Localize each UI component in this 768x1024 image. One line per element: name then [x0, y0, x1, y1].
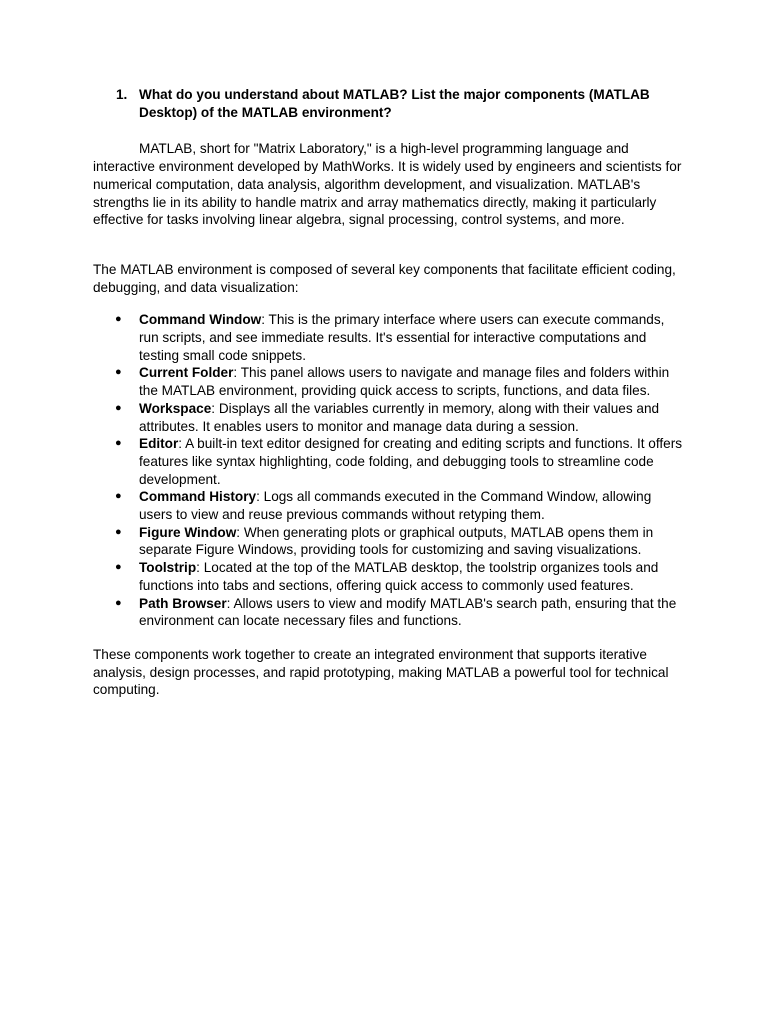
- list-item: [115, 311, 683, 364]
- component-name: Command Window: [139, 312, 262, 328]
- component-name: Toolstrip: [139, 560, 197, 576]
- component-description: : Located at the top of the MATLAB desktop, the toolstrip organizes tools and functions into tabs and sections, offering quick access to commonly used features.: [139, 560, 659, 593]
- bullet-icon: ●: [115, 561, 122, 574]
- component-description: : Displays all the variables currently in memory, along with their values and attributes. It enables users to monitor and manage data during a session.: [139, 400, 660, 434]
- bullet-icon: ●: [115, 313, 122, 326]
- component-name: Path Browser: [139, 595, 227, 611]
- component-name: Figure Window: [139, 524, 237, 540]
- bullet-icon: ●: [115, 490, 122, 503]
- components-list: [93, 311, 683, 630]
- component-description: : Logs all commands executed in the Command Window, allowing users to view and reuse previous commands without retyping them.: [139, 489, 652, 523]
- question-number: 1.: [116, 87, 128, 102]
- closing-paragraph: These components work together to create an integrated environment that supports iterative analysis, design processes, and rapid prototyping, making MATLAB a powerful tool for technical computing.: [93, 646, 669, 698]
- bullet-icon: ●: [115, 525, 122, 538]
- list-item: [115, 364, 683, 399]
- component-description: : This panel allows users to navigate and manage files and folders within the MATLAB environment, providing quick access to scripts, functions, and data files.: [139, 365, 670, 399]
- bullet-icon: ●: [115, 401, 122, 414]
- bullet-icon: ●: [115, 437, 122, 450]
- component-description: : When generating plots or graphical outputs, MATLAB opens them in separate Figure Windows, providing tools for customizing and saving visualizations.: [139, 524, 654, 558]
- list-item: [115, 488, 683, 523]
- components-lead-paragraph: The MATLAB environment is composed of several key components that facilitate efficient coding, debugging, and data visualization:: [93, 261, 676, 295]
- list-item: [115, 559, 683, 594]
- component-name: Editor: [139, 436, 179, 452]
- question-text: What do you understand about MATLAB? List the major components (MATLAB Desktop) of the MATLAB environment?: [139, 87, 650, 120]
- component-name: Workspace: [139, 400, 212, 416]
- component-name: Current Folder: [139, 365, 234, 381]
- question-heading: [116, 86, 683, 121]
- list-item: [115, 524, 683, 559]
- component-description: : This is the primary interface where users can execute commands, run scripts, and see immediate results. It's essential for interactive computations and testing small code snippets.: [139, 312, 665, 363]
- bullet-icon: ●: [115, 596, 122, 609]
- bullet-icon: ●: [115, 366, 122, 379]
- document-page: [93, 86, 683, 699]
- list-item: [115, 435, 683, 488]
- intro-paragraph: MATLAB, short for "Matrix Laboratory," is a high-level programming language and interactive environment developed by MathWorks. It is widely used by engineers and scientists for numerical computation, data analysis, algorithm development, and visualization. MATLAB's strengths lie in its ability to handle matrix and array mathematics directly, making it particularly effective for tasks involving linear algebra, signal processing, control systems, and more.: [93, 141, 682, 228]
- list-item: [115, 595, 683, 630]
- list-item: [115, 400, 683, 435]
- component-name: Command History: [139, 489, 257, 505]
- component-description: : A built-in text editor designed for creating and editing scripts and functions. It offers features like syntax highlighting, code folding, and debugging tools to streamline code development.: [139, 436, 683, 487]
- component-description: : Allows users to view and modify MATLAB's search path, ensuring that the environment can locate necessary files and functions.: [139, 595, 677, 629]
